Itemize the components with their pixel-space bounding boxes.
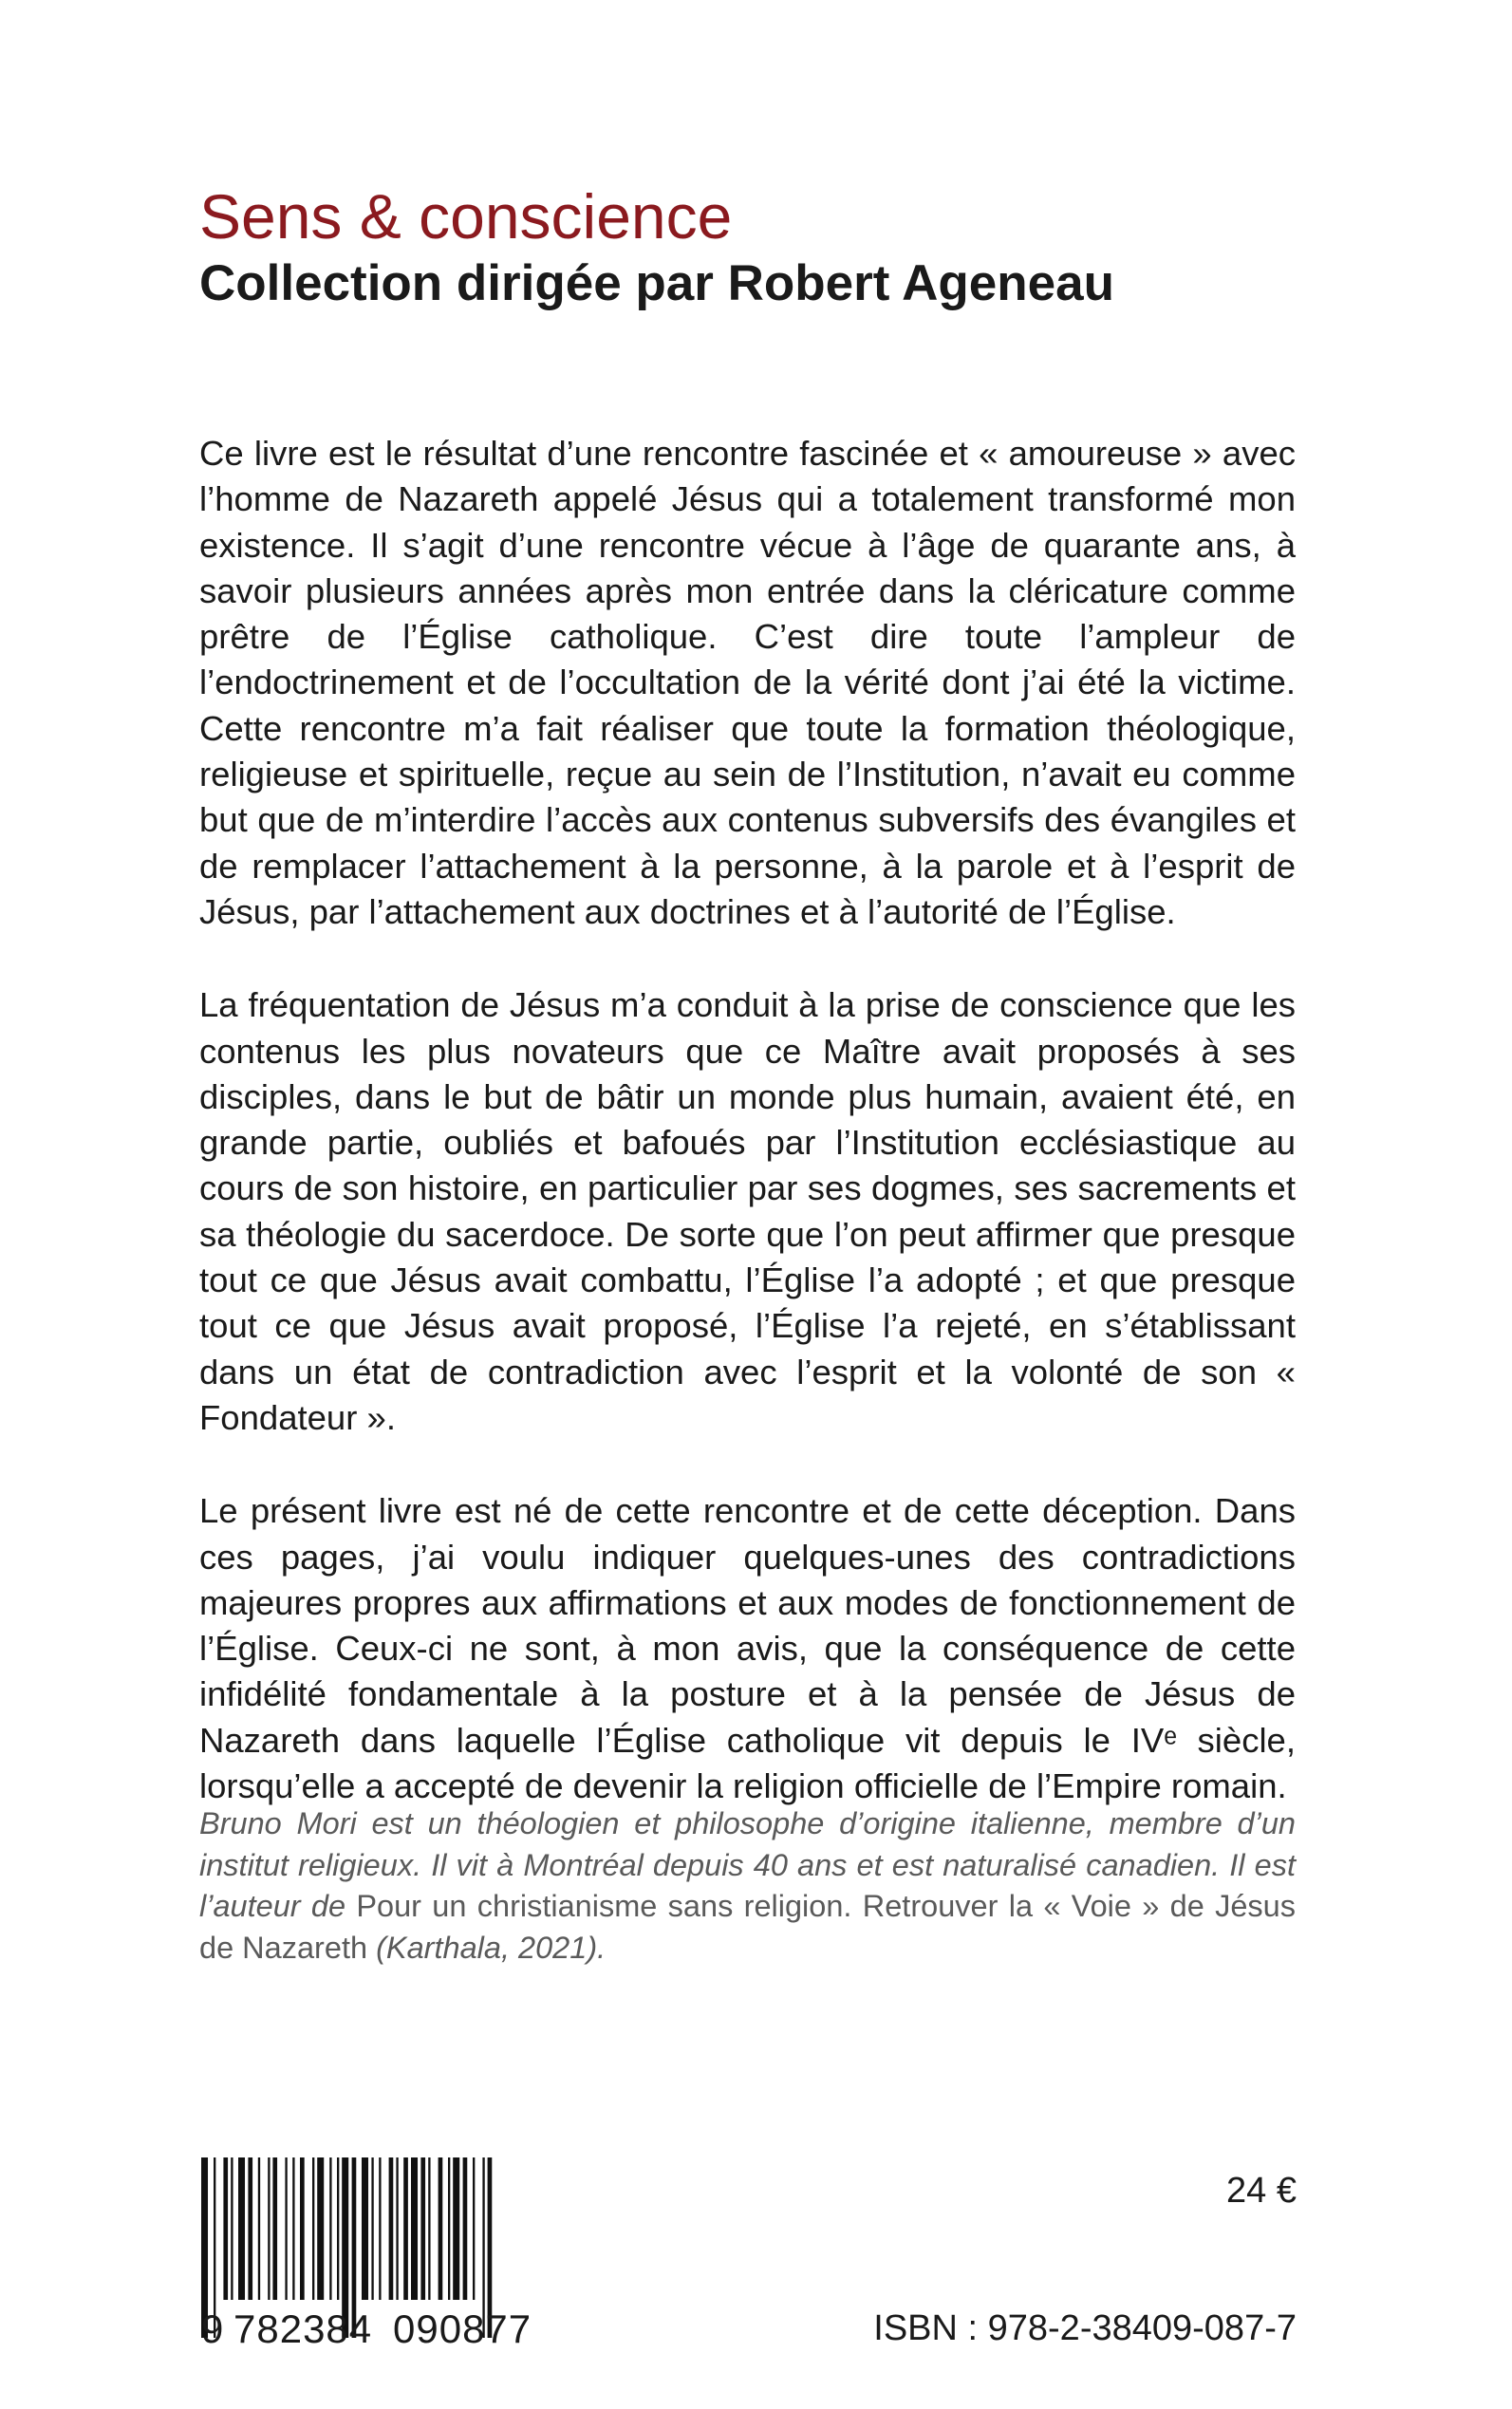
blurb-paragraph: La fréquentation de Jésus m’a conduit à la prise de conscience que les contenus les plus novateurs que ce Maître avait proposés à ses disciples, dans le but de bâtir un monde plus humain, avaient été, en grande partie, oubliés et bafoués par l’Institution ecclésiastique au cours de son histoire, en particulier par ses dogmes, ses sacrements et sa théologie du sacerdoce. De sorte que l’on peut affirmer que presque tout ce que Jésus avait combattu, l’Église l’a adopté ; et que presque tout ce que Jésus avait proposé, l’Église l’a rejeté, en s’établissant dans un état de contradiction avec l’esprit et la volonté de son « Fondateur ». bbox=[199, 985, 1296, 1437]
barcode-bar bbox=[448, 2157, 450, 2300]
series-title: Sens & conscience bbox=[199, 181, 733, 252]
barcode-bar bbox=[411, 2157, 418, 2300]
barcode-bar bbox=[439, 2157, 443, 2300]
author-book-publisher: (Karthala, 2021). bbox=[367, 1930, 607, 1965]
series-subtitle: Collection dirigée par Robert Ageneau bbox=[199, 255, 1114, 311]
blurb-paragraph: Ce livre est le résultat d’une rencontre fascinée et « amoureuse » avec l’homme de Nazareth appelé Jésus qui a totalement transformé mon existence. Il s’agit d’une rencontre vécue à l’âge de quarante ans, à savoir plusieurs années après mon entrée dans la cléricature comme prêtre de l’Église catholique. C’est dire toute l’ampleur de l’endoctrinement et de l’occultation de la vérité dont j’ai été la victime. Cette rencontre m’a fait réaliser que toute la formation théologique, religieuse et spirituelle, reçue au sein de l’Institution, n’avait eu comme but que de m’interdire l’accès aux contenus subversifs des évangiles et de remplacer l’attachement à la personne, à la parole et à l’esprit de Jésus, par l’attachement aux doctrines et à l’autorité de l’Église. bbox=[199, 434, 1296, 931]
barcode-bar bbox=[312, 2157, 314, 2300]
barcode-bar bbox=[379, 2157, 381, 2300]
barcode-bar bbox=[337, 2157, 339, 2300]
barcode-bar bbox=[428, 2157, 430, 2300]
barcode-bar bbox=[329, 2157, 331, 2300]
author-bio bbox=[199, 1803, 1296, 1969]
author-bio-intro: Bruno Mori est un théologien et philosophe d’origine italienne, membre d’un institut religieux. Il vit à Montréal depuis 40 ans et est naturalisé canadien. Il est l’auteur de bbox=[199, 1806, 1296, 1923]
barcode-bar bbox=[223, 2157, 228, 2300]
barcode-bar bbox=[238, 2157, 245, 2300]
barcode-bar bbox=[248, 2157, 252, 2300]
price: 24 € bbox=[1226, 2171, 1297, 2211]
barcode-digits bbox=[201, 2305, 562, 2354]
blurb bbox=[199, 431, 1296, 1857]
barcode-bar bbox=[268, 2157, 270, 2300]
barcode-bar bbox=[258, 2157, 260, 2300]
isbn: ISBN : 978-2-38409-087-7 bbox=[873, 2308, 1297, 2348]
barcode-bar bbox=[403, 2157, 408, 2300]
barcode-bar bbox=[231, 2157, 233, 2300]
barcode-bar bbox=[396, 2157, 398, 2300]
barcode-bar bbox=[292, 2157, 294, 2300]
barcode-digit-group: 090877 bbox=[393, 2306, 532, 2351]
barcode-bar bbox=[463, 2157, 468, 2300]
barcode-bar bbox=[317, 2157, 324, 2300]
barcode-bar bbox=[453, 2157, 459, 2300]
barcode-bar bbox=[362, 2157, 368, 2300]
barcode-digit-group: 782384 bbox=[233, 2306, 373, 2351]
barcode-bar bbox=[371, 2157, 373, 2300]
barcode-bar bbox=[389, 2157, 394, 2300]
barcode-bar bbox=[272, 2157, 277, 2300]
blurb-paragraph: Le présent livre est né de cette rencontre et de cette déception. Dans ces pages, j’ai voulu indiquer quelques-unes des contradictions majeures propres aux affirmations et aux modes de fonctionnement de l’Église. Ceux-ci ne sont, à mon avis, que la conséquence de cette infidélité fondamentale à la posture et à la pensée de Jésus de Nazareth dans laquelle l’Église catholique vit depuis le IVᵉ siècle, lorsqu’elle a accepté de devenir la religion officielle de l’Empire romain. bbox=[199, 1491, 1296, 1806]
barcode-bar bbox=[285, 2157, 287, 2300]
barcode-digit-group: 9 bbox=[201, 2306, 225, 2351]
barcode-bar bbox=[473, 2157, 475, 2300]
barcode-bar bbox=[300, 2157, 305, 2300]
author-book-title: Pour un christianisme sans religion. Retrouver la « Voie » de Jésus de Nazareth bbox=[199, 1889, 1296, 1965]
barcode-bar bbox=[420, 2157, 425, 2300]
